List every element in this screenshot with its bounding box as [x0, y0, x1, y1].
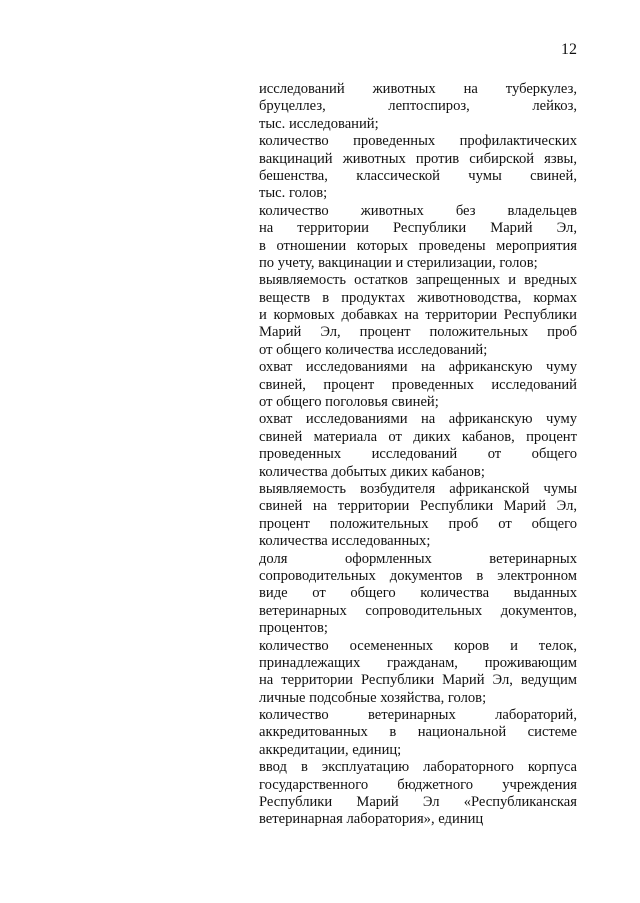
text-line: процентов;	[259, 620, 328, 637]
text-line: количество ветеринарных лабораторий,	[259, 707, 577, 724]
text-line: выявляемость возбудителя африканской чумы	[259, 480, 577, 497]
text-line: Марий Эл, процент положительных проб	[259, 324, 577, 341]
text-line: в отношении которых проведены мероприятия	[259, 237, 577, 254]
text-line: охват исследованиями на африканскую чуму	[259, 359, 577, 376]
text-line: охват исследованиями на африканскую чуму	[259, 411, 577, 428]
text-line: тыс. исследований;	[259, 115, 379, 132]
text-line: аккредитованных в национальной системе	[259, 724, 577, 741]
text-line: вакцинаций животных против сибирской язвы,	[259, 150, 577, 167]
text-line: от общего количества исследований;	[259, 341, 488, 358]
text-line: бруцеллез, лептоспироз, лейкоз,	[259, 98, 577, 115]
text-line: государственного бюджетного учреждения	[259, 776, 577, 793]
text-line: доля оформленных ветеринарных	[259, 550, 577, 567]
text-line: бешенства, классической чумы свиней,	[259, 167, 577, 184]
text-line: выявляемость остатков запрещенных и вредных	[259, 272, 577, 289]
text-line: аккредитации, единиц;	[259, 741, 402, 758]
text-line: веществ в продуктах животноводства, кормах	[259, 289, 577, 306]
text-line: Республики Марий Эл «Республиканская	[259, 794, 577, 811]
text-line: количество проведенных профилактических	[259, 133, 577, 150]
text-line: количество осемененных коров и телок,	[259, 637, 577, 654]
text-line: ввод в эксплуатацию лабораторного корпуса	[259, 759, 577, 776]
text-line: ветеринарная лаборатория», единиц	[259, 811, 484, 828]
text-line: виде от общего количества выданных	[259, 585, 577, 602]
text-line: сопроводительных документов в электронном	[259, 567, 577, 584]
text-line: процент положительных проб от общего	[259, 515, 577, 532]
text-line: количество животных без владельцев	[259, 202, 577, 219]
text-line: по учету, вакцинации и стерилизации, голов;	[259, 254, 538, 271]
text-line: количества добытых диких кабанов;	[259, 463, 485, 480]
text-line: и кормовых добавках на территории Республики	[259, 307, 577, 324]
text-line: количества исследованных;	[259, 533, 431, 550]
text-line: свиней на территории Республики Марий Эл,	[259, 498, 577, 515]
text-line: принадлежащих гражданам, проживающим	[259, 654, 577, 671]
text-line: на территории Республики Марий Эл,	[259, 220, 577, 237]
text-line: свиней материала от диких кабанов, процент	[259, 428, 577, 445]
text-line: ветеринарных сопроводительных документов,	[259, 602, 577, 619]
text-line: от общего поголовья свиней;	[259, 394, 439, 411]
document-body	[259, 81, 577, 829]
text-line: свиней, процент проведенных исследований	[259, 376, 577, 393]
text-line: личные подсобные хозяйства, голов;	[259, 689, 487, 706]
page-number: 12	[561, 41, 577, 58]
text-line: на территории Республики Марий Эл, ведущим	[259, 672, 577, 689]
text-line: проведенных исследований от общего	[259, 446, 577, 463]
text-line: исследований животных на туберкулез,	[259, 81, 577, 97]
text-line: тыс. голов;	[259, 185, 328, 202]
